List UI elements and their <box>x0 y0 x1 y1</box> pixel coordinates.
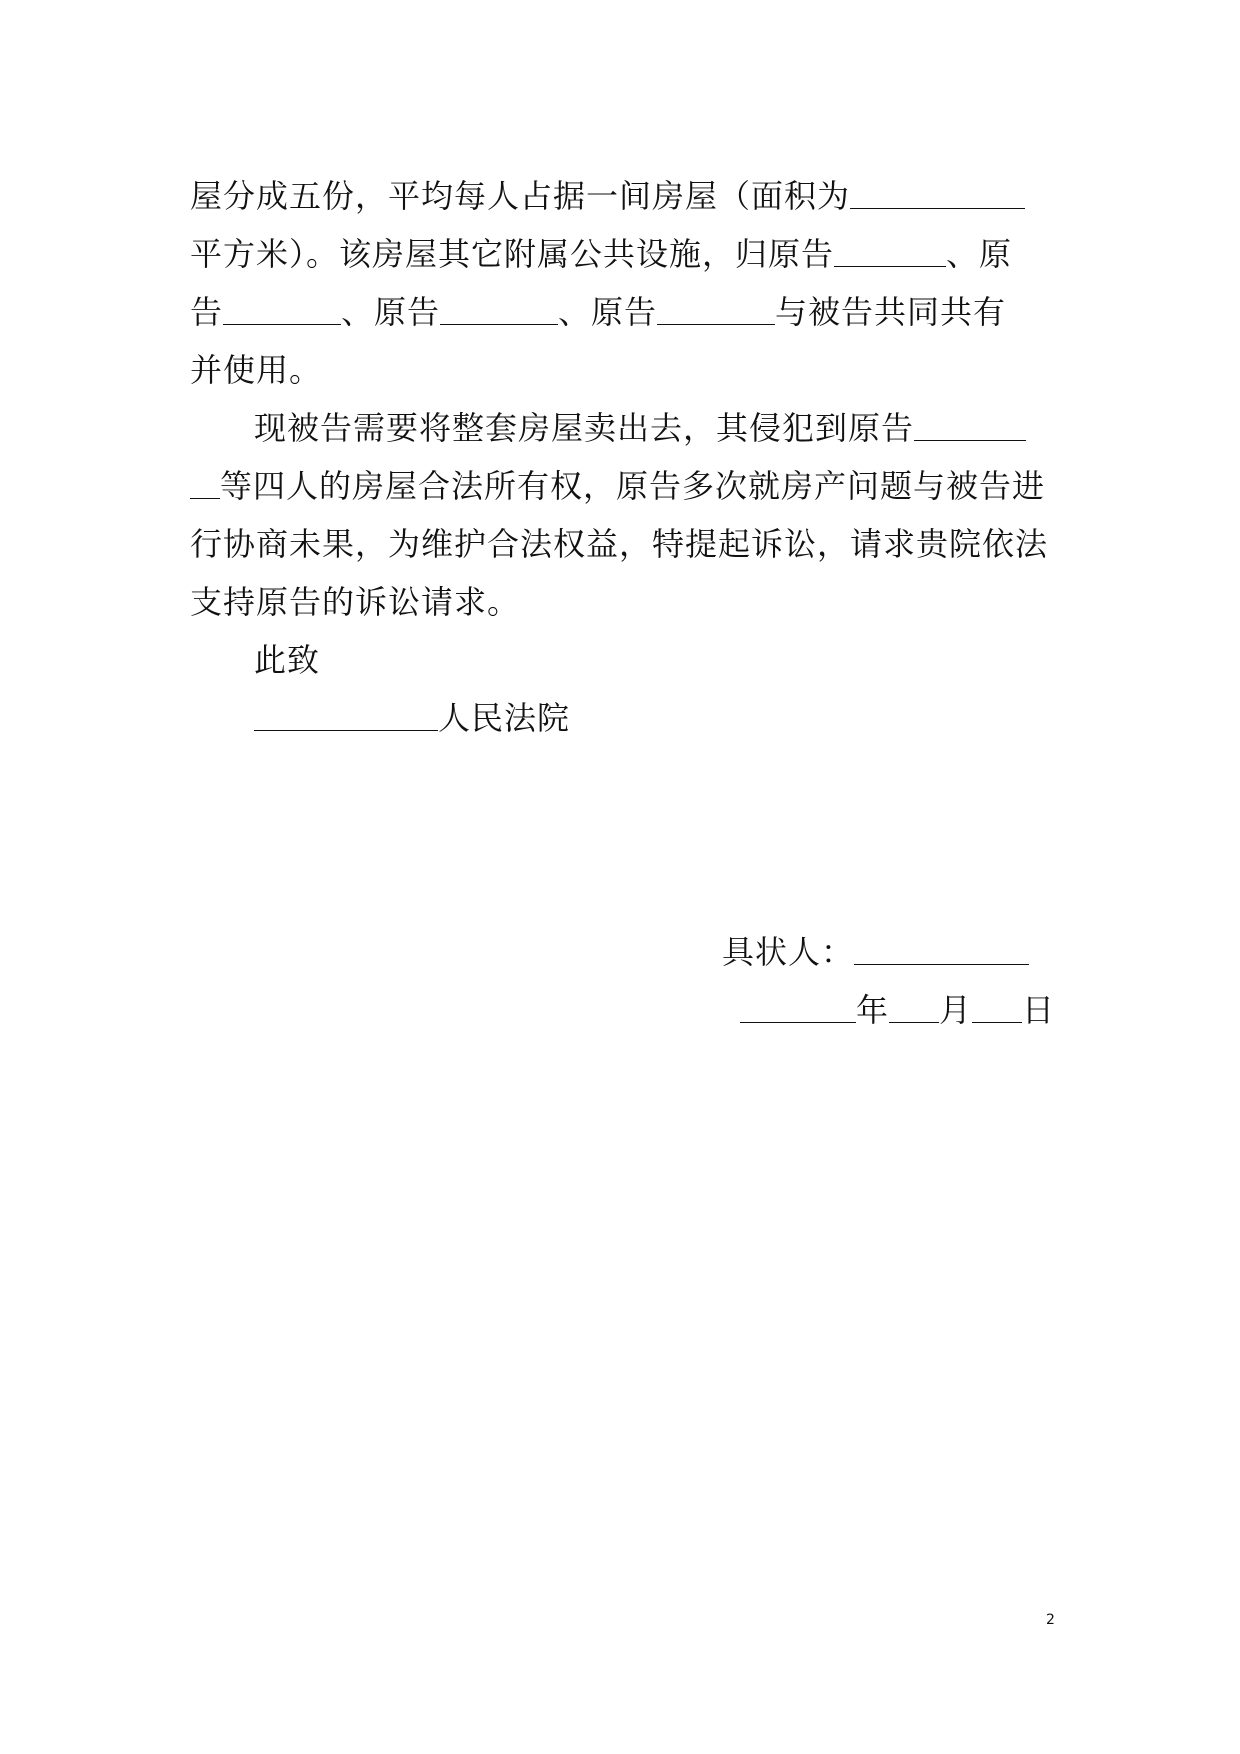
paragraph-2-line-1 <box>254 408 1026 448</box>
plaintiff-name-blank-5-cont[interactable] <box>190 466 220 499</box>
paragraph-2-line-4 <box>190 582 520 622</box>
paragraph-1-line-4 <box>190 350 322 390</box>
page-number: 2 <box>1046 1612 1055 1628</box>
paragraph-1-line-3-text: 告 <box>190 293 224 331</box>
year-label: 年 <box>856 991 890 1029</box>
paragraph-2-line-1-text: 现被告需要将整套房屋卖出去，其侵犯到原告 <box>254 409 915 447</box>
day-blank[interactable] <box>972 990 1022 1023</box>
year-blank[interactable] <box>740 990 856 1023</box>
month-label: 月 <box>939 991 973 1029</box>
date-line <box>740 990 1055 1030</box>
month-blank[interactable] <box>889 990 939 1023</box>
paragraph-1-line-2-suffix: 、原 <box>946 235 1013 273</box>
court-line <box>254 698 570 738</box>
salutation <box>254 640 320 680</box>
paragraph-1-line-3-sep-1: 、原告 <box>341 293 441 331</box>
salutation-text: 此致 <box>254 641 321 679</box>
paragraph-2-line-3-text: 行协商未果，为维护合法权益，特提起诉讼，请求贵院依法 <box>190 525 1049 563</box>
paragraph-1-line-4-text: 并使用。 <box>190 351 323 389</box>
paragraph-1-line-2 <box>190 234 1012 274</box>
signer-name-blank[interactable] <box>854 932 1029 965</box>
paragraph-2-line-2 <box>190 466 1045 506</box>
plaintiff-name-blank-4[interactable] <box>657 292 775 325</box>
paragraph-2-line-4-text: 支持原告的诉讼请求。 <box>190 583 521 621</box>
plaintiff-name-blank-1[interactable] <box>834 234 946 267</box>
paragraph-1-line-2-text: 平方米）。该房屋其它附属公共设施，归原告 <box>190 235 835 273</box>
paragraph-1-line-1-text: 屋分成五份，平均每人占据一间房屋（面积为 <box>190 177 851 215</box>
paragraph-1-line-3-tail: 与被告共同共有 <box>775 293 1007 331</box>
paragraph-1-line-3 <box>190 292 1006 332</box>
day-label: 日 <box>1022 991 1056 1029</box>
paragraph-2-line-3 <box>190 524 1048 564</box>
plaintiff-name-blank-2[interactable] <box>223 292 341 325</box>
plaintiff-name-blank-3[interactable] <box>440 292 558 325</box>
court-name-blank[interactable] <box>254 698 438 731</box>
paragraph-1-line-1 <box>190 176 1025 216</box>
area-blank[interactable] <box>850 176 1025 209</box>
paragraph-2-line-2-text: 等四人的房屋合法所有权，原告多次就房产问题与被告进 <box>220 467 1046 505</box>
paragraph-1-line-3-sep-2: 、原告 <box>558 293 658 331</box>
signature-line <box>722 932 1029 972</box>
court-suffix-text: 人民法院 <box>438 699 571 737</box>
signature-label: 具状人： <box>722 933 855 971</box>
plaintiff-name-blank-5[interactable] <box>914 408 1026 441</box>
